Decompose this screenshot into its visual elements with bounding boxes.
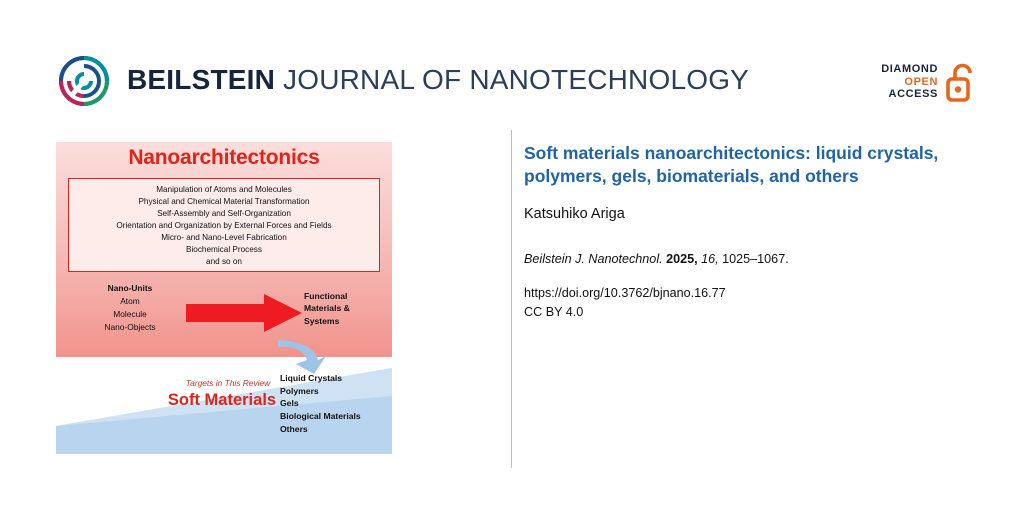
process-line: Biochemical Process	[186, 245, 262, 255]
open-access-badge	[881, 58, 976, 106]
open-access-line3: ACCESS	[888, 88, 938, 101]
nano-unit-item: Atom	[120, 296, 140, 307]
vertical-divider	[511, 130, 512, 468]
nano-unit-item: Molecule	[113, 309, 147, 320]
functional-materials-label: Functional Materials & Systems	[304, 291, 350, 326]
article-title: Soft materials nanoarchitectonics: liquid crystals, polymers, gels, biomaterials, and others	[524, 143, 939, 187]
process-line: and so on	[206, 257, 242, 267]
citation-year: 2025,	[666, 251, 698, 266]
soft-materials-label: Soft Materials	[167, 391, 277, 409]
article-metadata	[524, 142, 976, 322]
open-access-line1: DIAMOND	[881, 62, 938, 75]
process-line: Micro- and Nano-Level Fabrication	[161, 233, 287, 243]
open-access-text	[881, 63, 938, 102]
soft-materials-list	[280, 372, 392, 435]
journal-title-light: JOURNAL OF NANOTECHNOLOGY	[283, 64, 750, 95]
process-line: Self-Assembly and Self-Organization	[157, 209, 291, 219]
graphical-abstract	[56, 142, 392, 454]
article-doi-link[interactable]: https://doi.org/10.3762/bjnano.16.77	[524, 285, 726, 300]
soft-materials-panel	[56, 364, 392, 454]
citation-journal: Beilstein J. Nanotechnol.	[524, 251, 663, 266]
article-authors: Katsuhiko Ariga	[524, 205, 625, 222]
beilstein-spiral-logo-icon	[58, 55, 110, 107]
soft-material-item: Gels	[280, 398, 299, 409]
targets-in-review-label: Targets in This Review	[185, 378, 271, 388]
page-header	[0, 0, 1024, 128]
nano-unit-item: Nano-Objects	[104, 322, 156, 333]
journal-title-bold: BEILSTEIN	[127, 64, 276, 95]
soft-material-item: Polymers	[280, 385, 319, 396]
soft-material-item: Others	[280, 423, 308, 434]
article-license: CC BY 4.0	[524, 304, 584, 319]
citation-pages: 1025–1067.	[722, 251, 789, 266]
soft-material-item: Liquid Crystals	[280, 373, 343, 383]
journal-title	[127, 64, 749, 96]
process-line: Orientation and Organization by External Forces and Fields	[116, 221, 332, 231]
right-arrow-icon	[186, 294, 302, 332]
nanoarchitectonics-process-box	[68, 178, 380, 272]
curved-down-arrow-icon	[274, 338, 334, 376]
soft-material-item: Biological Materials	[280, 410, 361, 421]
process-line: Physical and Chemical Material Transformation	[138, 197, 310, 207]
open-lock-icon	[946, 62, 976, 102]
nanoarchitectonics-panel	[56, 142, 392, 357]
article-citation	[524, 252, 976, 266]
nanoarchitectonics-title: Nanoarchitectonics	[128, 146, 320, 169]
process-line: Manipulation of Atoms and Molecules	[156, 185, 292, 194]
open-access-line2: OPEN	[904, 75, 938, 88]
nano-units-heading: Nano-Units	[107, 283, 153, 293]
citation-volume: 16,	[701, 251, 719, 266]
nano-units-group	[78, 282, 182, 334]
